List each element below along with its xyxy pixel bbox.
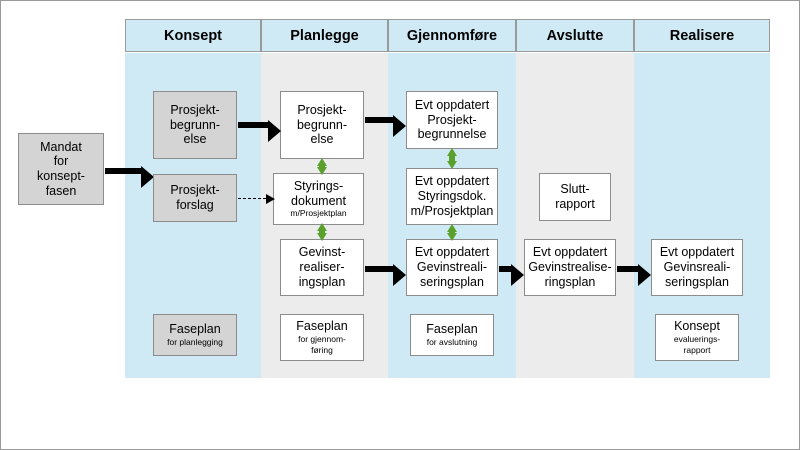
box-prosjektbegrunnelse-konsept [153, 91, 237, 159]
box-sluttrapport [539, 173, 611, 221]
green-arrow-planlegge-lower [317, 223, 327, 241]
box-subline: for gjennom- [298, 334, 346, 345]
box-prosjektforslag [153, 174, 237, 222]
box-faseplan-planlegging [153, 314, 237, 356]
green-arrow-gjennomfore-lower [447, 224, 457, 241]
box-line: Gevinst- [298, 245, 346, 260]
green-arrow-planlegge-upper [317, 158, 327, 175]
column-header-label: Realisere [669, 27, 735, 44]
box-prosjektbegrunnelse-planlegge [280, 91, 364, 159]
box-subline: for planlegging [167, 336, 223, 347]
column-header-label: Konsept [164, 27, 222, 44]
box-evt-gevinstrealiseringsplan-gjennomfore [406, 239, 498, 296]
box-line: Evt oppdatert [659, 245, 735, 260]
arrow-gevinstplan-a-to-r [617, 266, 638, 272]
box-gevinstrealiseringsplan-planlegge [280, 239, 364, 296]
box-line: Faseplan [296, 319, 348, 334]
box-line: Slutt- [560, 182, 590, 197]
box-line: Gevinsreali- [663, 260, 731, 275]
column-header-planlegge [261, 19, 388, 52]
box-line: ringsplan [544, 274, 596, 289]
box-subline: for avslutning [426, 336, 478, 347]
box-line: begrunn- [296, 117, 348, 132]
box-line: realiser- [299, 260, 345, 275]
box-line: Styrings- [293, 178, 344, 193]
box-line: rapport [555, 197, 595, 211]
green-arrow-gjennomfore-upper [447, 148, 457, 169]
box-line: Mandat [40, 139, 82, 154]
box-line: Evt oppdatert [532, 245, 608, 260]
arrow-gevinstplan-p-to-g [365, 266, 393, 272]
column-header-label: Planlegge [290, 27, 359, 44]
box-line: konsept- [37, 169, 85, 183]
column-header-realisere [634, 19, 770, 52]
box-line: dokument [291, 193, 346, 208]
box-line: for [53, 154, 69, 169]
box-line: Faseplan [426, 322, 478, 337]
box-line: begrunnelse [417, 127, 487, 142]
box-line: Evt oppdatert [414, 245, 490, 260]
box-line: Faseplan [169, 322, 221, 337]
box-line: forslag [176, 198, 214, 212]
column-header-gjennomfore [388, 19, 516, 52]
box-line: Evt oppdatert [414, 97, 490, 112]
box-line: Prosjekt- [170, 102, 220, 117]
box-styringsdokument [273, 173, 364, 225]
box-line: Styringsdok. [417, 189, 487, 204]
box-line: seringsplan [665, 274, 729, 289]
arrow-prosjektbegrunnelse-p-to-evt [365, 117, 393, 123]
box-mandat [18, 133, 104, 205]
column-header-konsept [125, 19, 261, 52]
arrow-gevinstplan-g-to-a [499, 266, 511, 272]
box-line: seringsplan [420, 274, 484, 289]
box-subline: rapport [683, 344, 711, 355]
box-evt-prosjektbegrunnelse [406, 91, 498, 149]
box-evt-gevinstrealiseringsplan-realisere [651, 239, 743, 296]
column-header-avslutte [516, 19, 634, 52]
box-line: else [183, 132, 207, 147]
box-line: Prosjekt- [297, 102, 347, 117]
box-line: Evt oppdatert [414, 174, 490, 189]
column-header-label: Avslutte [546, 27, 604, 44]
box-line: Prosjekt- [427, 112, 477, 127]
box-line: fasen [45, 183, 77, 198]
box-line: Konsept [674, 319, 720, 334]
arrow-prosjektbegrunnelse-k-to-p [238, 122, 268, 128]
box-line: begrunn- [169, 117, 221, 132]
box-line: Prosjekt- [170, 183, 220, 198]
box-faseplan-gjennomforing [280, 314, 364, 361]
box-evt-gevinstrealiseringsplan-avslutte [524, 239, 616, 296]
box-line: m/Prosjektplan [410, 203, 494, 218]
arrow-mandat-to-konsept [105, 168, 141, 174]
box-line: Gevinstreali- [416, 260, 488, 275]
box-line: else [310, 132, 334, 147]
box-line: Gevinstrealise- [528, 260, 612, 275]
box-faseplan-avslutning [410, 314, 494, 356]
box-subline: evaluerings- [673, 334, 721, 345]
arrow-prosjektforslag-to-styringsdokument [238, 198, 266, 199]
box-konsept-evalueringsrapport [655, 314, 739, 361]
column-header-label: Gjennomføre [406, 27, 498, 44]
box-subline: føring [311, 344, 333, 355]
box-evt-styringsdokument [406, 168, 498, 225]
box-subline: m/Prosjektplan [290, 208, 347, 219]
box-line: ingsplan [298, 274, 346, 289]
